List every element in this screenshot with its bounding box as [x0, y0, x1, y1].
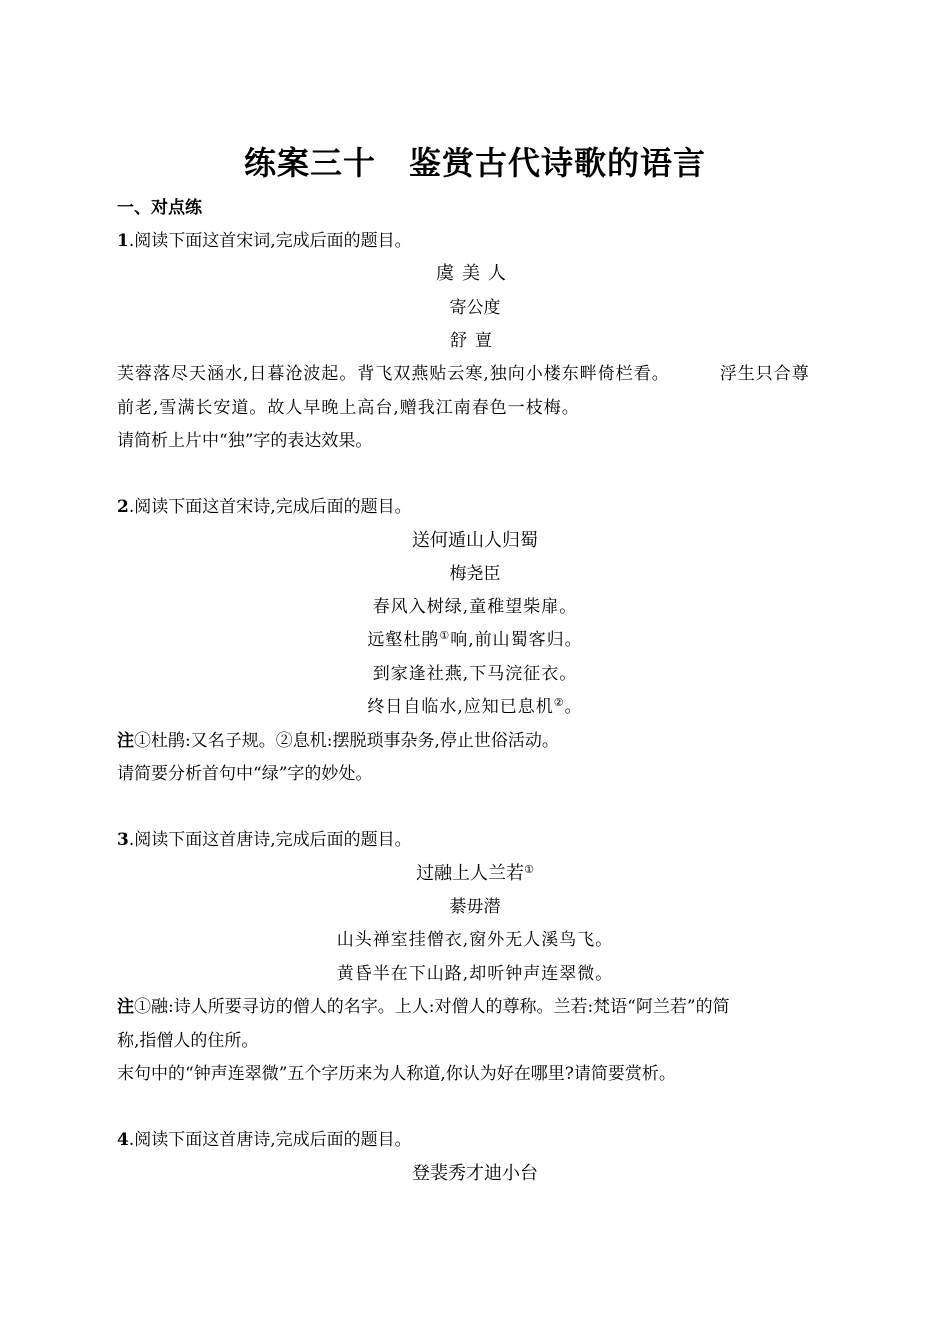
q1-poem-title: 虞美人 [436, 263, 514, 284]
q2-note-label: 注 [117, 731, 134, 751]
q2-note [117, 729, 559, 753]
q3-poem-line2: 黄昏半在下山路,却听钟声连翠微。 [336, 964, 614, 984]
q3-note-cont: 称,指僧人的住所。 [117, 1031, 259, 1051]
q4-poem-title: 登裴秀才迪小台 [412, 1163, 538, 1184]
q2-poem-line4 [0, 695, 950, 719]
q2-poem-line2 [0, 628, 950, 652]
q1-subtitle: 寄公度 [449, 298, 501, 318]
q2-line4-a: 终日自临水,应知已息机 [367, 697, 554, 717]
q1-number: 1 [117, 231, 129, 251]
q2-line2-b: 响,前山蜀客归。 [450, 630, 583, 650]
q2-number: 2 [117, 497, 129, 517]
q1-poem-line2: 前老,雪满长安道。故人早晚上高台,赠我江南春色一枝梅。 [117, 398, 580, 418]
q1-poem-line1-a: 芙蓉落尽天涵水,日暮沧波起。背飞双燕贴云寒,独向小楼东畔倚栏看。 [117, 364, 670, 384]
q3-author: 綦毋潜 [449, 897, 501, 917]
q1-question: 请简析上片中“独”字的表达效果。 [117, 431, 373, 451]
q3-note-text1: ①融:诗人所要寻访的僧人的名字。上人:对僧人的尊称。兰若:梵语“阿兰若”的简 [134, 997, 730, 1017]
q2-question: 请简要分析首句中“绿”字的妙处。 [117, 764, 373, 784]
q2-poem-line3: 到家逢社燕,下马浣征衣。 [372, 664, 578, 684]
q4-intro-text: .阅读下面这首唐诗,完成后面的题目。 [128, 1130, 412, 1150]
q3-poem-title-text: 过融上人兰若 [416, 863, 525, 884]
section-heading: 一、对点练 [117, 198, 202, 218]
q2-intro [117, 495, 412, 519]
q2-line2-a: 远壑杜鹃 [367, 630, 440, 650]
q2-footnote-ref-2: ② [553, 696, 565, 709]
q2-author: 梅尧臣 [449, 564, 501, 584]
q1-poem-line1-b: 浮生只合尊 [719, 364, 810, 384]
q2-intro-text: .阅读下面这首宋诗,完成后面的题目。 [128, 497, 412, 517]
q2-line4-b: 。 [564, 697, 583, 717]
q1-poem-line1 [117, 362, 810, 386]
q2-poem-title: 送何遁山人归蜀 [412, 530, 538, 551]
q3-intro-text: .阅读下面这首唐诗,完成后面的题目。 [128, 830, 412, 850]
q2-note-text: ①杜鹃:又名子规。②息机:摆脱琐事杂务,停止世俗活动。 [134, 731, 559, 751]
q4-intro [117, 1128, 412, 1152]
q3-note [117, 995, 730, 1019]
q2-poem-line1: 春风入树绿,童稚望柴扉。 [372, 597, 578, 617]
q4-number: 4 [117, 1130, 129, 1150]
q3-poem-line1: 山头禅室挂僧衣,窗外无人溪鸟飞。 [336, 930, 614, 950]
q3-poem-title [0, 862, 950, 886]
page-title: 练案三十 鉴赏古代诗歌的语言 [243, 144, 706, 182]
q2-footnote-ref-1: ① [439, 629, 451, 642]
q1-author: 舒亶 [450, 331, 500, 351]
q3-number: 3 [117, 830, 129, 850]
q1-intro-text: .阅读下面这首宋词,完成后面的题目。 [128, 231, 412, 251]
q3-note-label: 注 [117, 997, 134, 1017]
q1-intro [117, 229, 412, 253]
q3-footnote-ref: ① [524, 863, 534, 876]
q3-intro [117, 828, 412, 852]
q3-question: 末句中的“钟声连翠微”五个字历来为人称道,你认为好在哪里?请简要赏析。 [117, 1064, 676, 1084]
